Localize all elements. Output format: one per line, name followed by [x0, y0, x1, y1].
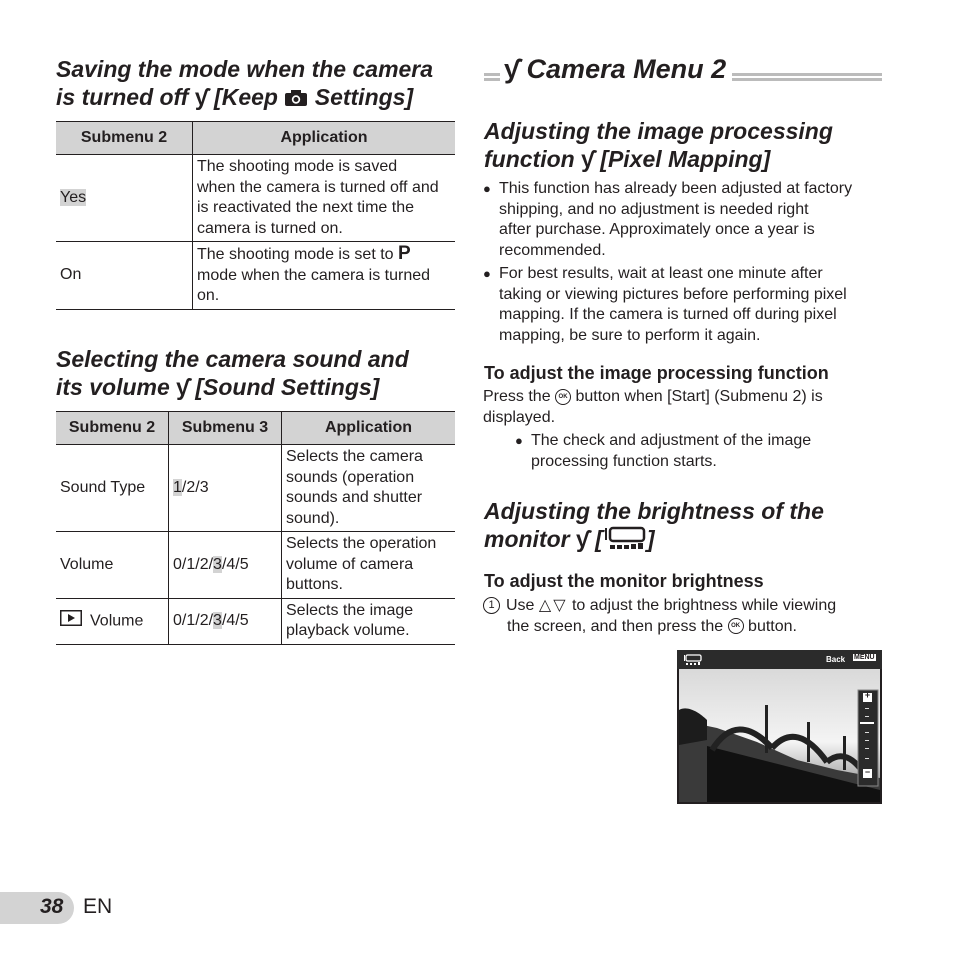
- title-line: Adjusting the brightness of the: [484, 498, 824, 524]
- column-header: Submenu 2: [56, 122, 193, 155]
- menu-button-icon: MENU: [854, 654, 875, 661]
- camera-icon: [284, 85, 308, 113]
- list-item: ● For best results, wait at least one minute after taking or viewing pictures before performing pixel mapping. If the camera is turned off during pixel mapping, be sure to perform it again.: [483, 264, 883, 346]
- section-title-keep-settings: [56, 55, 456, 113]
- table-cell: The shooting mode is set to P mode when the camera is turned on.: [193, 242, 456, 310]
- column-header: Submenu 3: [169, 412, 282, 445]
- table-cell: 1/2/3: [169, 445, 282, 532]
- table-cell: Yes: [60, 188, 87, 206]
- title-line: monitor ƴ [ ]: [484, 525, 884, 556]
- back-label: Back: [826, 655, 846, 664]
- plus-icon: +: [864, 690, 871, 700]
- wrench-icon: ƴ: [194, 84, 208, 110]
- title-line: Saving the mode when the camera: [56, 56, 434, 82]
- page-number: 38: [40, 895, 64, 918]
- press-ok-instruction: Press the OK button when [Start] (Submenu 2) is displayed.: [483, 388, 823, 426]
- pixel-mapping-bullets: [483, 179, 883, 346]
- monitor-brightness-icon: [683, 653, 703, 671]
- section-title-sound-settings: [56, 345, 456, 401]
- table-row: [56, 445, 455, 532]
- title-line: Selecting the camera sound and: [56, 346, 409, 372]
- playback-icon: [60, 610, 82, 633]
- title-line: is turned off ƴ [Keep Settings]: [56, 83, 456, 113]
- column-header: Submenu 2: [56, 412, 169, 445]
- ok-button-icon: OK: [555, 389, 571, 405]
- minus-icon: −: [864, 767, 871, 777]
- table-cell: 0/1/2/3/4/5: [169, 532, 282, 599]
- title-line: Adjusting the image processing: [484, 118, 833, 144]
- monitor-brightness-icon: [603, 526, 647, 556]
- title-line: function ƴ [Pixel Mapping]: [484, 146, 771, 172]
- language-label: EN: [83, 895, 113, 918]
- table-cell: The shooting mode is saved when the camera is turned off and is reactivated the next time the camera is turned on.: [193, 155, 456, 242]
- table-row: [56, 532, 455, 599]
- p-mode-icon: P: [398, 243, 411, 264]
- list-item: ● The check and adjustment of the image processing function starts.: [515, 431, 891, 472]
- wrench-icon: ƴ: [581, 146, 594, 172]
- keep-settings-table: [56, 121, 455, 310]
- table-row: [56, 155, 455, 242]
- table-cell: 0/1/2/3/4/5: [169, 598, 282, 644]
- up-down-arrow-icons: △▽: [538, 597, 568, 614]
- list-item: ● This function has already been adjusted at factory shipping, and no adjustment is needed right after purchase. Approximately once a year is recommended.: [483, 179, 883, 261]
- wrench-icon: ƴ: [176, 374, 189, 400]
- table-cell: Sound Type: [56, 445, 169, 532]
- section-title-pixel-mapping: [484, 117, 884, 173]
- bridge-photo: [677, 650, 882, 804]
- wrench-icon: ƴ: [504, 54, 520, 84]
- step-number-icon: 1: [483, 597, 500, 614]
- title-line: its volume ƴ [Sound Settings]: [56, 374, 380, 400]
- table-cell: Volume: [56, 598, 169, 644]
- table-cell: Selects the operation volume of camera buttons.: [282, 532, 456, 599]
- subheading-image-processing: To adjust the image processing function: [484, 363, 829, 383]
- subheading-monitor-brightness: To adjust the monitor brightness: [484, 571, 764, 591]
- table-cell: Selects the image playback volume.: [282, 598, 456, 644]
- sound-settings-table: [56, 411, 455, 645]
- column-header: Application: [282, 412, 456, 445]
- section-title-monitor-brightness: [484, 497, 884, 556]
- camera-menu-2-header: [484, 54, 882, 84]
- table-cell: Volume: [56, 532, 169, 599]
- monitor-brightness-screen: [677, 650, 882, 804]
- wrench-icon: ƴ: [576, 526, 589, 552]
- page-title: ƴ Camera Menu 2: [500, 54, 732, 84]
- ok-button-icon: OK: [728, 618, 744, 634]
- column-header: Application: [193, 122, 456, 155]
- table-row: [56, 242, 455, 310]
- step-1-instruction: 1 Use △▽ to adjust the brightness while viewing the screen, and then press the OK button.: [483, 596, 883, 637]
- table-row: [56, 598, 455, 644]
- table-cell: On: [56, 242, 193, 310]
- table-cell: Selects the camera sounds (operation sounds and shutter sound).: [282, 445, 456, 532]
